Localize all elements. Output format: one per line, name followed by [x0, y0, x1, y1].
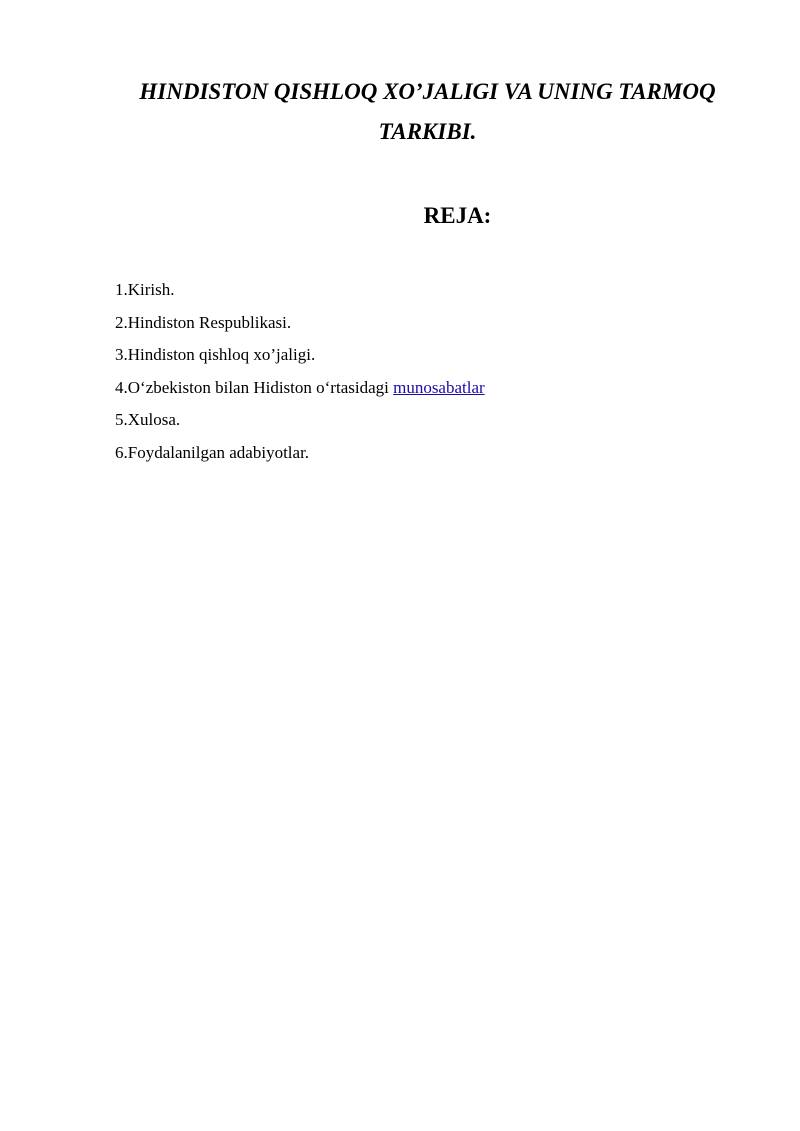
plan-item-text: 2.Hindiston Respublikasi. [115, 312, 292, 332]
title-line-1: HINDISTON QISHLOQ XO’JALIGI VA UNING TARMOQ [139, 79, 716, 104]
document-title [110, 72, 745, 152]
title-line-2: TARKIBI. [378, 119, 477, 144]
plan-item-1 [115, 274, 485, 307]
plan-item-4 [115, 372, 485, 405]
plan-item-text: 3.Hindiston qishloq xo’jaligi. [115, 345, 316, 365]
plan-item-text: 6.Foydalanilgan adabiyotlar. [115, 442, 310, 462]
plan-item-text: 5.Xulosa. [115, 410, 181, 430]
plan-item-text: 1.Kirish. [115, 280, 175, 299]
plan-heading: REJA: [423, 203, 492, 228]
munosabatlar-link[interactable]: munosabatlar [393, 377, 485, 397]
plan-item-3 [115, 339, 485, 372]
plan-item-2 [115, 307, 485, 340]
plan-item-text: 4.O‘zbekiston bilan Hidiston o‘rtasidagi [115, 377, 394, 397]
plan-item-5 [115, 404, 485, 437]
plan-list [115, 274, 485, 470]
plan-item-6 [115, 437, 485, 470]
